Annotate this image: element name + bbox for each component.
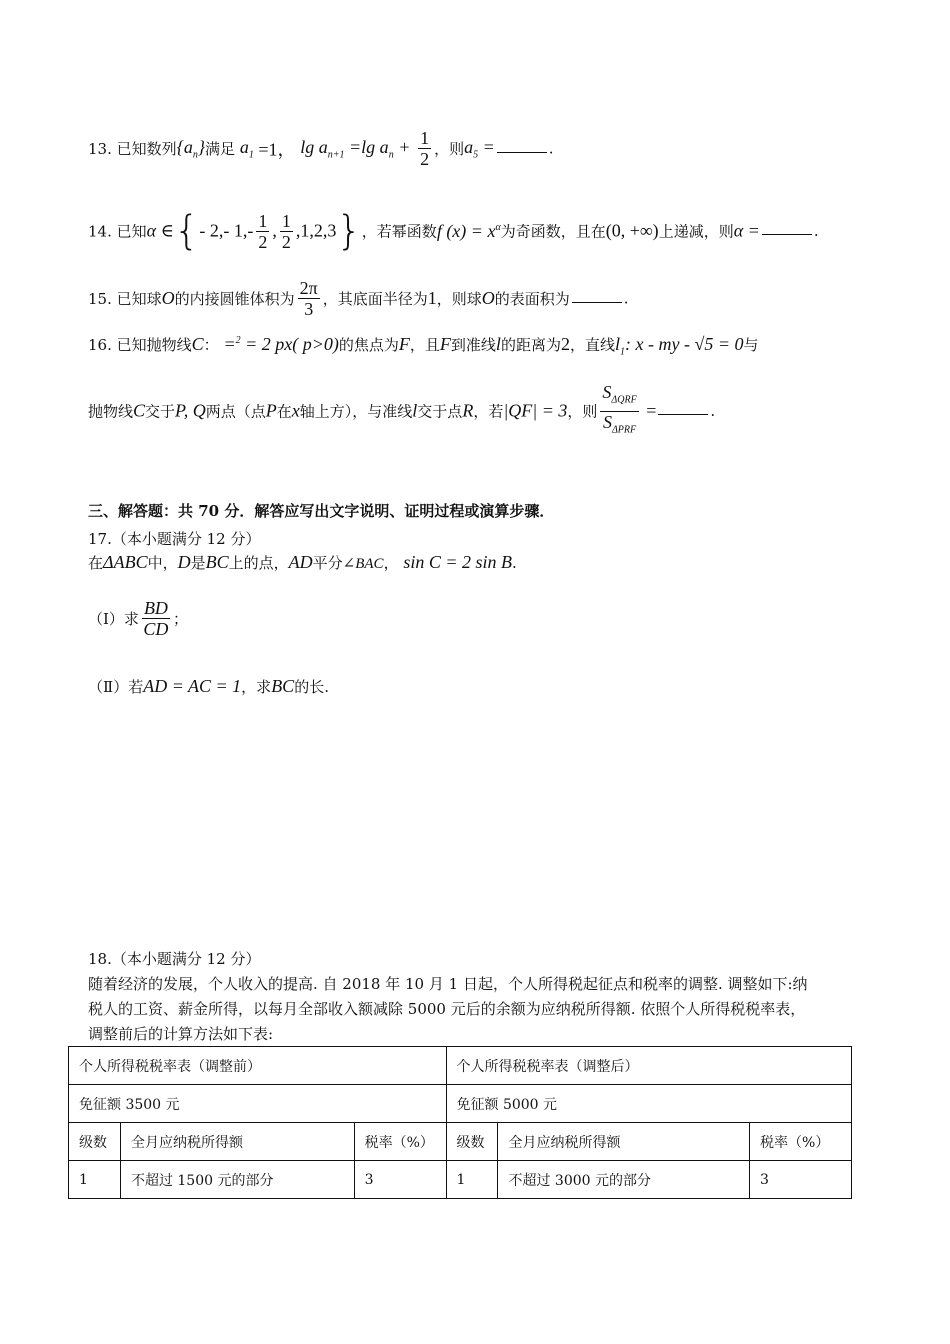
exempt-before: 免征额 3500 元	[69, 1085, 447, 1123]
question-17-header: 17.（本小题满分 12 分）	[88, 530, 261, 548]
text2: ，且	[409, 336, 440, 354]
then-text: ，则	[434, 140, 465, 158]
header-rate-before: 税率（%）	[354, 1123, 446, 1161]
table-cell: 3	[354, 1161, 446, 1199]
segment-AD: AD	[288, 552, 313, 572]
eq3: =	[478, 136, 495, 157]
tax-rate-table	[68, 1046, 852, 1199]
l1-b: 中，	[147, 554, 178, 572]
text1: 的内接圆锥体积为	[174, 290, 295, 308]
eq-sup: 2	[235, 335, 241, 346]
frac1-den: 2	[258, 231, 268, 252]
end-dot: .	[813, 222, 819, 240]
area-num-sub: ΔQRF	[611, 394, 637, 406]
header-rate-after: 税率（%）	[750, 1123, 852, 1161]
sphere-O2: O	[481, 288, 495, 308]
part-1-label: （Ⅰ）求	[88, 610, 139, 628]
part-2-eq: AD = AC = 1	[143, 676, 242, 696]
QF-eq: |QF| = 3	[503, 400, 568, 421]
header-level-after: 级数	[446, 1123, 498, 1161]
part-1-end: ；	[172, 610, 188, 628]
text1: 的焦点为	[338, 336, 399, 354]
header-income-before: 全月应纳税所得额	[120, 1123, 354, 1161]
header-income-after: 全月应纳税所得额	[498, 1123, 750, 1161]
answer-blank	[762, 222, 812, 235]
seq-sub: n	[192, 149, 198, 161]
right-brace: }	[336, 208, 362, 254]
lg-left: lg a	[300, 136, 328, 157]
line2-b: 交于	[145, 402, 176, 421]
area-num: S	[602, 382, 612, 402]
segment-BC: BC	[205, 552, 229, 572]
question-18-paragraph-1: 随着经济的发展，个人收入的提高. 自 2018 年 10 月 1 日起，个人所得税起征点和税率的调整. 调整如下:纳	[88, 975, 808, 993]
text4: 的表面积为	[494, 290, 570, 308]
fraction-2	[280, 211, 293, 252]
title-before: 个人所得税税率表（调整前）	[69, 1047, 447, 1085]
line-l2: l	[412, 400, 418, 421]
frac1-num: 1	[258, 210, 268, 231]
end-dot: .	[623, 289, 629, 308]
sine-relation: sin C = 2 sin B	[403, 552, 513, 572]
l1-g: .	[512, 554, 517, 572]
frac2-num: 1	[281, 210, 291, 231]
text5: ，直线	[569, 336, 615, 354]
fraction-half	[418, 128, 431, 169]
l1-d: 上的点，	[228, 554, 289, 572]
a5: a	[464, 136, 474, 157]
answer-blank	[658, 402, 708, 415]
question-15-prefix: 15. 已知球	[88, 290, 162, 308]
lg-left-sub: n+1	[327, 149, 345, 161]
section-3-heading: 三、解答题：共 70 分．解答应写出文字说明、证明过程或演算步骤．	[88, 502, 555, 520]
interval: (0, +∞)	[605, 220, 659, 241]
seq-a: a	[183, 136, 193, 157]
ratio-num: BD	[143, 598, 168, 618]
eq1: =1，	[253, 139, 296, 160]
plus: +	[393, 136, 411, 157]
eq-sign: =	[641, 400, 657, 421]
a1-sub: 1	[248, 149, 254, 161]
l1-f: ，	[383, 554, 399, 572]
left-brace: {	[173, 208, 200, 254]
frac-den: 3	[304, 299, 314, 319]
line2-d: 在	[276, 402, 292, 421]
triangle: ΔABC	[103, 552, 148, 572]
alpha-eq: α =	[733, 220, 760, 241]
question-17-line-1	[88, 552, 517, 573]
frac-den: 2	[420, 149, 430, 169]
l1-e: 平分	[312, 554, 343, 572]
ratio-BD-CD	[142, 598, 170, 639]
table-cell: 3	[750, 1161, 852, 1199]
a5-sub: 5	[473, 149, 479, 161]
point-R: R	[462, 400, 474, 421]
set-rest: ,1,2,3	[295, 220, 337, 241]
question-13: 13. 已知数列$\{a_n\}$满足 $a_1 =1$， $\lg a_{n+1} =\lg$ $a_n$ + $\frac{1}{2}$ ，则$a_5$ = .	[88, 128, 554, 169]
radius-one: 1	[427, 288, 437, 308]
table-cell: 1	[446, 1161, 498, 1199]
question-16-line-2	[88, 382, 716, 436]
distance-two: 2	[560, 334, 570, 354]
table-exempt-row	[69, 1085, 852, 1123]
question-18-header: 18.（本小题满分 12 分）	[88, 950, 261, 968]
frac-num: 2π	[299, 278, 318, 298]
line2-a: 抛物线	[88, 402, 134, 421]
line-l1: l	[614, 334, 620, 354]
l1-c: 是	[190, 554, 206, 572]
question-17-part-1	[88, 598, 188, 648]
eq2: =lg a	[344, 136, 389, 157]
focus-F2: F	[439, 334, 451, 354]
text3: 到准线	[450, 336, 496, 354]
fraction-volume	[298, 278, 320, 319]
area-den: S	[602, 411, 612, 432]
alpha-in: α ∈	[146, 220, 174, 241]
fx-sup: α	[495, 221, 501, 233]
question-15	[88, 278, 629, 322]
table-cell: 不超过 3000 元的部分	[498, 1161, 750, 1199]
part-2-mid: ，求	[241, 678, 272, 696]
header-level-before: 级数	[69, 1123, 121, 1161]
x-axis: x	[291, 400, 300, 421]
part-2-BC: BC	[271, 676, 295, 696]
lg-right-sub: n	[388, 149, 394, 161]
question-14	[88, 208, 819, 258]
line2-f: 交于点	[417, 402, 463, 421]
text1: ，若幂函数	[361, 222, 437, 241]
point-D: D	[177, 552, 191, 572]
table-cell: 1	[69, 1161, 121, 1199]
table-header-row	[69, 1123, 852, 1161]
question-17-part-2	[88, 676, 329, 697]
question-16-line-1	[88, 334, 759, 364]
question-13-prefix: 13. 已知数列	[88, 140, 177, 158]
frac-num: 1	[420, 128, 430, 148]
part-2-end: 的长.	[294, 678, 329, 696]
parabola-C: C	[191, 334, 204, 354]
area-ratio	[600, 382, 638, 440]
answer-blank	[572, 290, 622, 303]
parabola-C2: C	[133, 400, 146, 421]
answer-blank	[497, 140, 547, 153]
sphere-O: O	[161, 288, 175, 308]
text3: 上递减，则	[658, 222, 734, 241]
table-cell: 不超过 1500 元的部分	[120, 1161, 354, 1199]
line-l: l	[495, 334, 501, 354]
line2-c: 两点（点	[205, 402, 266, 421]
eq-y: =	[223, 334, 236, 354]
eq-rest: = 2 px( p>0)	[240, 334, 339, 354]
fx: f (x) = x	[436, 220, 496, 241]
ratio-den: CD	[143, 619, 169, 639]
comma: ,	[272, 220, 277, 241]
question-14-prefix: 14. 已知	[88, 222, 147, 241]
colon: ：	[203, 336, 219, 354]
l1-sub: 1	[619, 346, 625, 358]
text2: 为奇函数，且在	[500, 222, 606, 241]
line2-h: ，则	[567, 402, 598, 421]
text4: 的距离为	[500, 336, 561, 354]
table-row	[69, 1161, 852, 1199]
l1-eq: : x - my - √5 = 0	[624, 334, 744, 354]
frac2-den: 2	[281, 231, 291, 252]
points-PQ: P, Q	[175, 400, 206, 421]
text6: 与	[743, 336, 759, 354]
question-16-prefix: 16. 已知抛物线	[88, 336, 192, 354]
fraction-1	[256, 211, 269, 252]
exempt-after: 免征额 5000 元	[446, 1085, 851, 1123]
part-2-label: （Ⅱ）若	[88, 678, 144, 696]
area-den-sub: ΔPRF	[611, 424, 637, 436]
question-18-paragraph-3: 调整前后的计算方法如下表:	[88, 1025, 274, 1043]
table-title-row	[69, 1047, 852, 1085]
end-dot: .	[548, 139, 554, 158]
set-items: - 2,- 1,-	[199, 220, 254, 241]
end-dot: .	[710, 402, 716, 421]
question-18-paragraph-2: 税人的工资、薪金所得，以每月全部收入额减除 5000 元后的余额为应纳税所得额. 依照个人所得税税率表，	[88, 1000, 806, 1018]
text2: ，其底面半径为	[322, 290, 428, 308]
point-P: P	[265, 400, 277, 421]
text3: ，则球	[436, 290, 482, 308]
cond-text: 满足	[205, 140, 236, 158]
focus-F: F	[398, 334, 410, 354]
line2-g: ，若	[473, 402, 504, 421]
title-after: 个人所得税税率表（调整后）	[446, 1047, 851, 1085]
l1-a: 在	[88, 554, 104, 572]
line2-e: 轴上方），与准线	[299, 402, 413, 421]
angle-BAC: ∠BAC	[342, 556, 384, 572]
a1: a	[239, 136, 249, 157]
